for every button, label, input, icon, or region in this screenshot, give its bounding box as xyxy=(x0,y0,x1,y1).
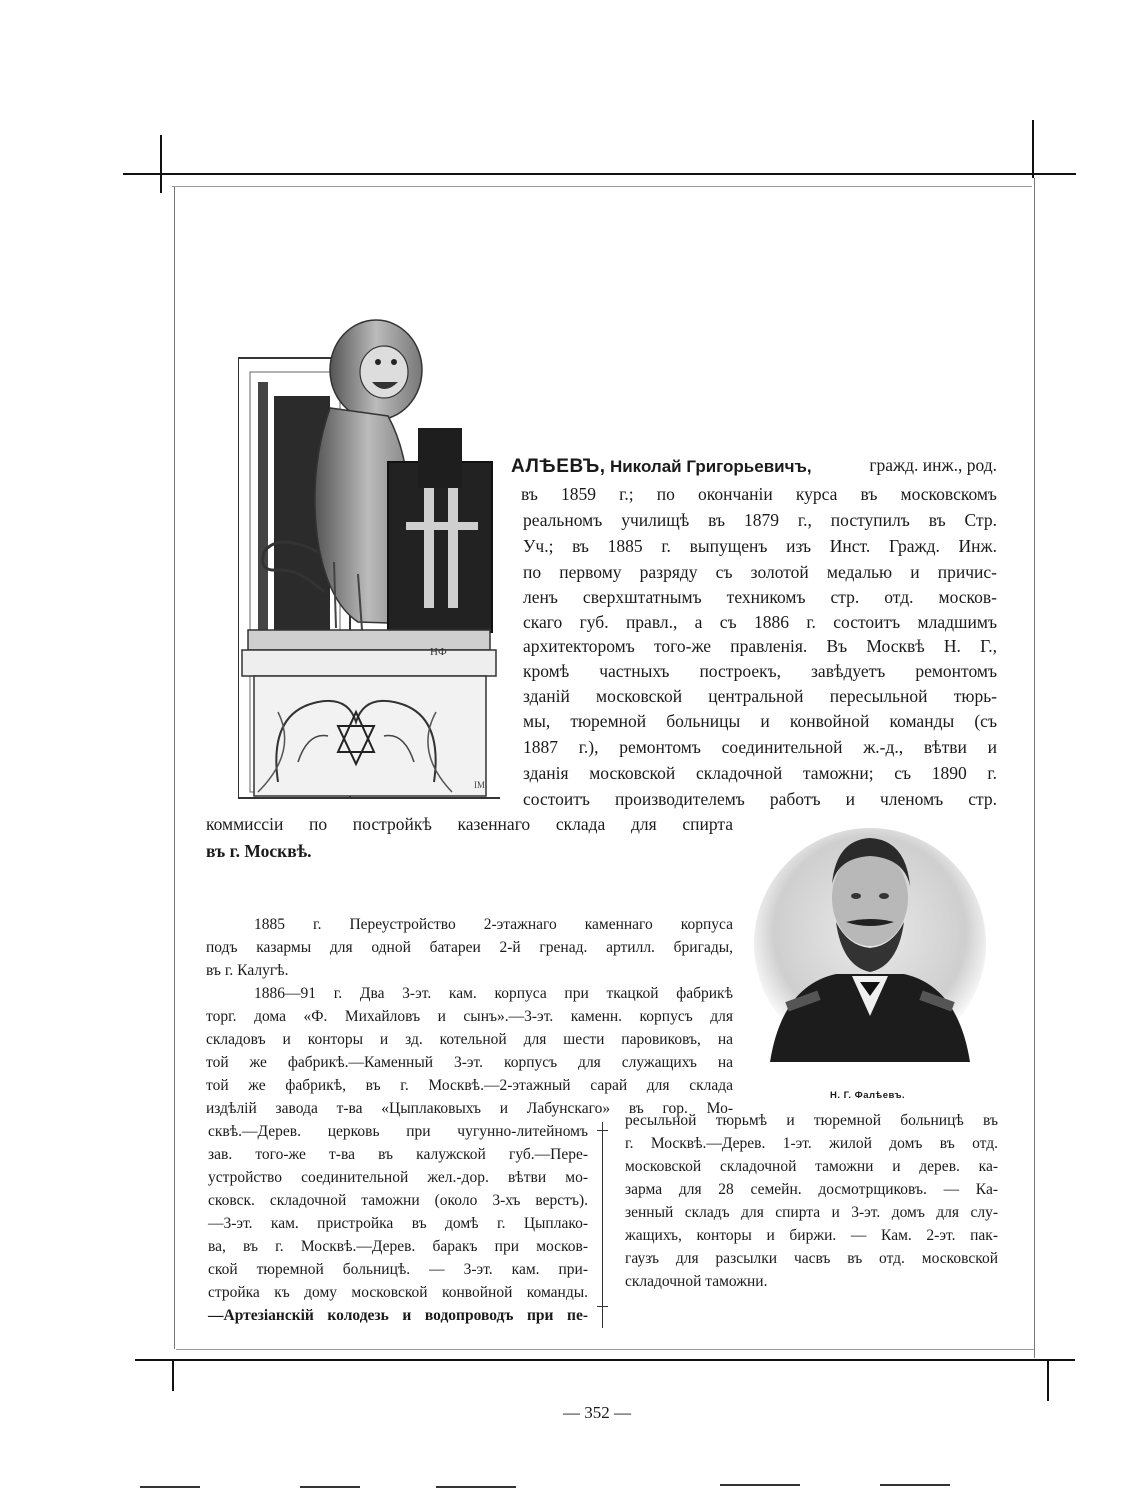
works-right-column-line: г. Москвѣ.—Дерев. 1-эт. жилой домъ въ отд. xyxy=(625,1135,998,1152)
vignette-monogram: НФ xyxy=(430,646,447,658)
entry-heading-line xyxy=(511,457,997,476)
portrait-photo-image xyxy=(752,826,988,1062)
entry-text-line: по первому разряду съ золотой медалью и причис- xyxy=(523,562,997,582)
works-left-column-line: —3-эт. кам. пристройка въ домѣ г. Цыплако- xyxy=(208,1215,588,1232)
portrait-photo xyxy=(752,826,988,1062)
works-right-column-line: ресыльной тюрьмѣ и тюремной больницѣ въ xyxy=(625,1112,998,1129)
works-right-column-line: складочной таможни. xyxy=(625,1273,768,1290)
works-right-column-line: московской складочной таможни и дерев. ка- xyxy=(625,1158,998,1175)
works-line: 1886—91 г. Два 3-эт. кам. корпуса при ткацкой фабрикѣ xyxy=(254,985,733,1002)
works-left-column-line: ской тюремной больницѣ. — 3-эт. кам. при- xyxy=(208,1261,588,1278)
entry-text-line: гражд. инж., род. xyxy=(869,455,997,475)
frame-bottom-rule xyxy=(135,1359,1075,1361)
works-right-column-line: зенный складъ для спирта и 3-эт. домъ для слу- xyxy=(625,1204,998,1221)
entry-text-line: въ г. Москвѣ. xyxy=(206,841,312,861)
entry-text-line: мы, тюремной больницы и конвойной команды (съ xyxy=(523,711,997,731)
column-divider-bottom-cross xyxy=(597,1306,608,1307)
works-right-column-line: жащихъ, конторы и биржи. — Кам. 2-эт. пак- xyxy=(625,1227,998,1244)
column-divider xyxy=(602,1122,603,1328)
portrait-caption: Н. Г. Фалѣевъ. xyxy=(830,1090,906,1101)
lion-vignette xyxy=(238,312,500,808)
entry-text-line: кромѣ частныхъ построекъ, завѣдуетъ ремонтомъ xyxy=(523,661,997,681)
entry-text-line: зданій московской центральной пересыльной тюрь- xyxy=(523,686,997,706)
works-line: въ г. Калугѣ. xyxy=(206,962,289,979)
entry-surname: АЛѢЕВЪ, xyxy=(511,456,606,477)
frame-bottom-right-tick xyxy=(1047,1361,1049,1401)
entry-given-name: Николай Григорьевичъ, xyxy=(609,457,812,476)
entry-text-line: въ 1859 г.; по окончаніи курса въ московскомъ xyxy=(521,484,997,504)
scan-mark xyxy=(880,1484,950,1486)
lion-vignette-illustration xyxy=(238,312,500,808)
entry-text-line: коммиссіи по постройкѣ казеннаго склада для спирта xyxy=(206,814,733,834)
entry-text-line: скаго губ. правл., а съ 1886 г. состоитъ младшимъ xyxy=(523,612,997,632)
frame-bottom-inner-rule xyxy=(176,1349,1034,1350)
vignette-signature: IM. xyxy=(474,780,488,790)
scan-mark xyxy=(720,1484,800,1486)
entry-text-line: Уч.; въ 1885 г. выпущенъ изъ Инст. Гражд. Инж. xyxy=(523,536,997,556)
works-line: подъ казармы для одной батареи 2-й гренад. артилл. бригады, xyxy=(206,939,733,956)
page-number: — 352 — xyxy=(563,1403,631,1422)
entry-text-line: ленъ сверхштатнымъ техникомъ стр. отд. москов- xyxy=(523,587,997,607)
scan-mark xyxy=(140,1486,200,1488)
frame-right-rule xyxy=(1032,120,1034,178)
scan-mark xyxy=(300,1486,360,1488)
scan-mark xyxy=(436,1486,516,1488)
works-right-column-line: зарма для 28 семейн. досмотрщиковъ. — Ка- xyxy=(625,1181,998,1198)
frame-left-rule xyxy=(160,135,162,193)
frame-left-inner-rule xyxy=(174,187,175,1349)
entry-text-line: 1887 г.), ремонтомъ соединительной ж.-д., вѣтви и xyxy=(523,737,997,757)
entry-text-line: архитекторомъ того-же правленія. Въ Москвѣ Н. Г., xyxy=(523,636,997,656)
entry-text-line: реальномъ училищѣ въ 1879 г., поступилъ въ Стр. xyxy=(523,510,997,530)
works-line: той же фабрикѣ, въ г. Москвѣ.—2-этажный сарай для склада xyxy=(206,1077,733,1094)
works-right-column-line: гаузъ для разсылки часвъ въ отд. московской xyxy=(625,1250,998,1267)
works-line: издѣлій завода т-ва «Цыплаковыхъ и Лабунскаго» въ гор. Мо- xyxy=(206,1100,733,1117)
works-left-column-line: стройка къ дому московской конвойной команды. xyxy=(208,1284,588,1301)
works-left-column-line: ва, въ г. Москвѣ.—Дерев. баракъ при москов- xyxy=(208,1238,588,1255)
frame-bottom-left-tick xyxy=(172,1361,174,1391)
entry-text-line: состоитъ производителемъ работъ и членомъ стр. xyxy=(523,789,997,809)
frame-top-rule xyxy=(123,173,1076,175)
works-left-column-line: сковск. складочной таможни (около 3-хъ верстъ). xyxy=(208,1192,588,1209)
works-left-column-line: устройство соединительной жел.-дор. вѣтви мо- xyxy=(208,1169,588,1186)
works-line: складовъ и конторы и зд. котельной для шести паровиковъ, на xyxy=(206,1031,733,1048)
works-left-column-line: зав. того-же т-ва въ калужской губ.—Пере- xyxy=(208,1146,588,1163)
works-left-column-line: сквѣ.—Дерев. церковь при чугунно-литейномъ xyxy=(208,1123,588,1140)
works-left-column-line: —Артезіанскій колодезь и водопроводъ при пе- xyxy=(208,1307,588,1324)
frame-right-inner-rule xyxy=(1034,178,1035,1358)
frame-top-inner-rule xyxy=(172,186,1032,187)
column-divider-top-cross xyxy=(597,1130,608,1131)
works-line: 1885 г. Переустройство 2-этажнаго каменнаго корпуса xyxy=(254,916,733,933)
entry-text-line: зданія московской складочной таможни; съ 1890 г. xyxy=(523,763,997,783)
works-line: той же фабрикѣ.—Каменный 3-эт. корпусъ для служащихъ на xyxy=(206,1054,733,1071)
works-line: торг. дома «Ф. Михайловъ и сынъ».—3-эт. каменн. корпусъ для xyxy=(206,1008,733,1025)
